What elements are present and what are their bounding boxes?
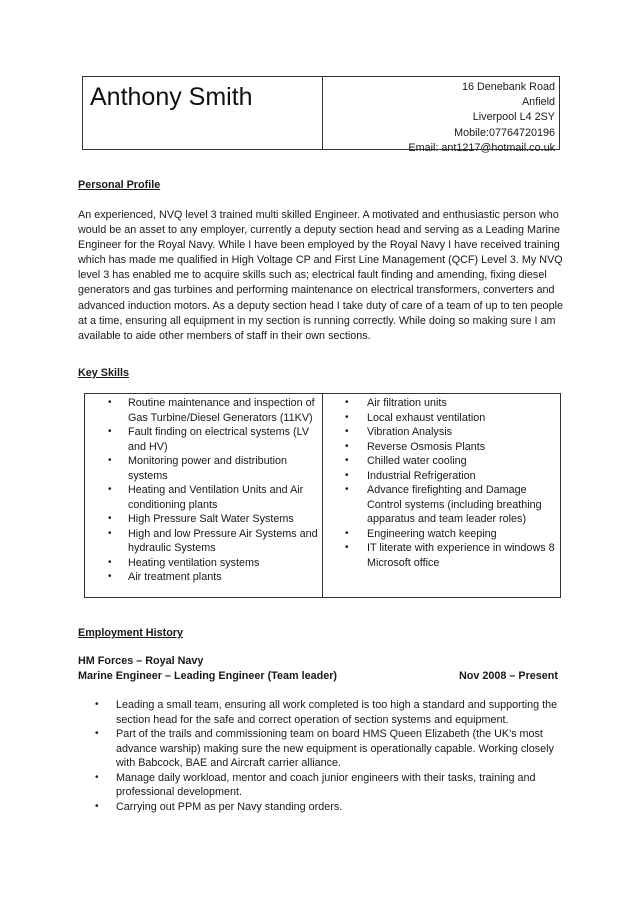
- list-item-text: Reverse Osmosis Plants: [367, 440, 486, 453]
- list-item-text: Carrying out PPM as per Navy standing orders.: [116, 800, 343, 813]
- mobile-number: Mobile:07764720196: [454, 126, 555, 139]
- address-line: Anfield: [521, 96, 555, 109]
- bullet-icon: •: [108, 484, 112, 495]
- bullet-icon: •: [95, 800, 99, 812]
- bullet-icon: •: [108, 397, 112, 408]
- skills-column-right: [323, 394, 560, 597]
- list-item: [323, 425, 560, 440]
- employer-name: HM Forces – Royal Navy: [78, 655, 204, 667]
- bullet-icon: •: [108, 513, 112, 524]
- bullet-icon: •: [108, 527, 112, 539]
- bullet-icon: •: [345, 426, 349, 437]
- employment-history-heading: Employment History: [78, 627, 183, 639]
- bullet-icon: •: [345, 440, 349, 452]
- list-item-text: Heating ventilation systems: [128, 556, 260, 569]
- list-item: [323, 440, 560, 455]
- job-duties: [78, 698, 564, 814]
- list-item: [78, 800, 564, 815]
- list-item: [78, 771, 564, 800]
- list-item: [85, 527, 322, 556]
- list-item-text: Fault finding on electrical systems (LV and HV): [128, 426, 310, 453]
- email-address: Email: ant1217@hotmail.co.uk: [408, 141, 555, 154]
- list-item-text: Routine maintenance and inspection of Gas Turbine/Diesel Generators (11KV): [128, 397, 315, 424]
- list-item: [85, 556, 322, 571]
- list-item-text: Air filtration units: [367, 397, 447, 409]
- bullet-icon: •: [345, 455, 349, 466]
- bullet-icon: •: [345, 484, 349, 495]
- list-item-text: High and low Pressure Air Systems and hydraulic Systems: [128, 527, 318, 554]
- list-item: [85, 483, 322, 512]
- candidate-name: Anthony Smith: [90, 83, 253, 111]
- list-item-text: Industrial Refrigeration: [367, 469, 476, 482]
- job-title: Marine Engineer – Leading Engineer (Team leader): [78, 670, 337, 682]
- bullet-icon: •: [95, 699, 99, 710]
- list-item: [323, 541, 560, 570]
- key-skills-heading: Key Skills: [78, 367, 130, 379]
- list-item-text: Manage daily workload, mentor and coach junior engineers with their tasks, training and professional development.: [116, 771, 536, 798]
- list-item-text: Heating and Ventilation Units and Air conditioning plants: [128, 484, 304, 511]
- list-item: [85, 454, 322, 483]
- list-item: [85, 512, 322, 527]
- list-item: [78, 727, 564, 771]
- list-item: [323, 469, 560, 484]
- list-item-text: Local exhaust ventilation: [367, 411, 486, 424]
- list-item: [323, 411, 560, 426]
- list-item: [323, 396, 560, 411]
- bullet-icon: •: [345, 527, 349, 539]
- list-item: [85, 425, 322, 454]
- list-item-text: Part of the trails and commissioning team on board HMS Queen Elizabeth (the UK's most advance warship) making sure the new equipment is operationally capable. Working closely with Babcock, BAE and Aircraft carrier alliance.: [116, 728, 554, 769]
- list-item-text: Monitoring power and distribution systems: [128, 455, 288, 482]
- bullet-icon: •: [345, 397, 349, 408]
- list-item-text: Vibration Analysis: [367, 426, 453, 438]
- list-item-text: Engineering watch keeping: [367, 527, 497, 540]
- bullet-icon: •: [95, 771, 99, 783]
- list-item: [323, 454, 560, 469]
- bullet-icon: •: [108, 426, 112, 437]
- list-item-text: IT literate with experience in windows 8 Microsoft office: [367, 542, 555, 569]
- bullet-icon: •: [95, 728, 99, 739]
- list-item-text: Leading a small team, ensuring all work completed is too high a standard and supporting the section head for the safe and correct operation of section systems and equipment.: [116, 699, 558, 726]
- list-item-text: Advance firefighting and Damage Control systems (including breathing apparatus and team leader roles): [367, 484, 542, 525]
- address-line: Liverpool L4 2SY: [472, 111, 555, 124]
- bullet-icon: •: [108, 556, 112, 568]
- bullet-icon: •: [345, 542, 349, 553]
- list-item: [78, 698, 564, 727]
- job-dates: Nov 2008 – Present: [458, 670, 558, 682]
- address-cell: [323, 77, 559, 154]
- name-cell: [83, 77, 323, 149]
- key-skills-table: [84, 393, 561, 598]
- list-item-text: Air treatment plants: [128, 571, 222, 583]
- address-line: 16 Denebank Road: [461, 81, 555, 93]
- list-item: [85, 396, 322, 425]
- contact-header: [82, 76, 560, 154]
- list-item: [85, 570, 322, 585]
- personal-profile-heading: Personal Profile: [78, 179, 161, 191]
- list-item-text: High Pressure Salt Water Systems: [128, 513, 294, 525]
- list-item: [323, 527, 560, 542]
- skills-column-left: [85, 394, 323, 597]
- bullet-icon: •: [345, 469, 349, 481]
- bullet-icon: •: [108, 571, 112, 582]
- personal-profile-text: An experienced, NVQ level 3 trained multi skilled Engineer. A motivated and enthusiastic person who would be an asset to any employer, currently a deputy section head and serving as a Leading Marine Engineer for the Royal Navy. While I have been employed by the Royal Navy I have received training which has made me qualified in High Voltage CP and First Line Management (QCF) Level 3. My NVQ level 3 has enabled me to acquire skills such as; electrical fault finding and amending, fixing diesel generators and gas turbines and performing maintenance on electrical transformers, converters and advanced induction motors. As a deputy section head I take duty of care of a team of up to ten people at a time, ensuring all equipment in my section is running correctly. While doing so making sure I am available to aide other members of staff in their own sections.: [78, 209, 563, 342]
- list-item: [323, 483, 560, 527]
- bullet-icon: •: [108, 455, 112, 466]
- list-item-text: Chilled water cooling: [367, 455, 467, 467]
- bullet-icon: •: [345, 411, 349, 423]
